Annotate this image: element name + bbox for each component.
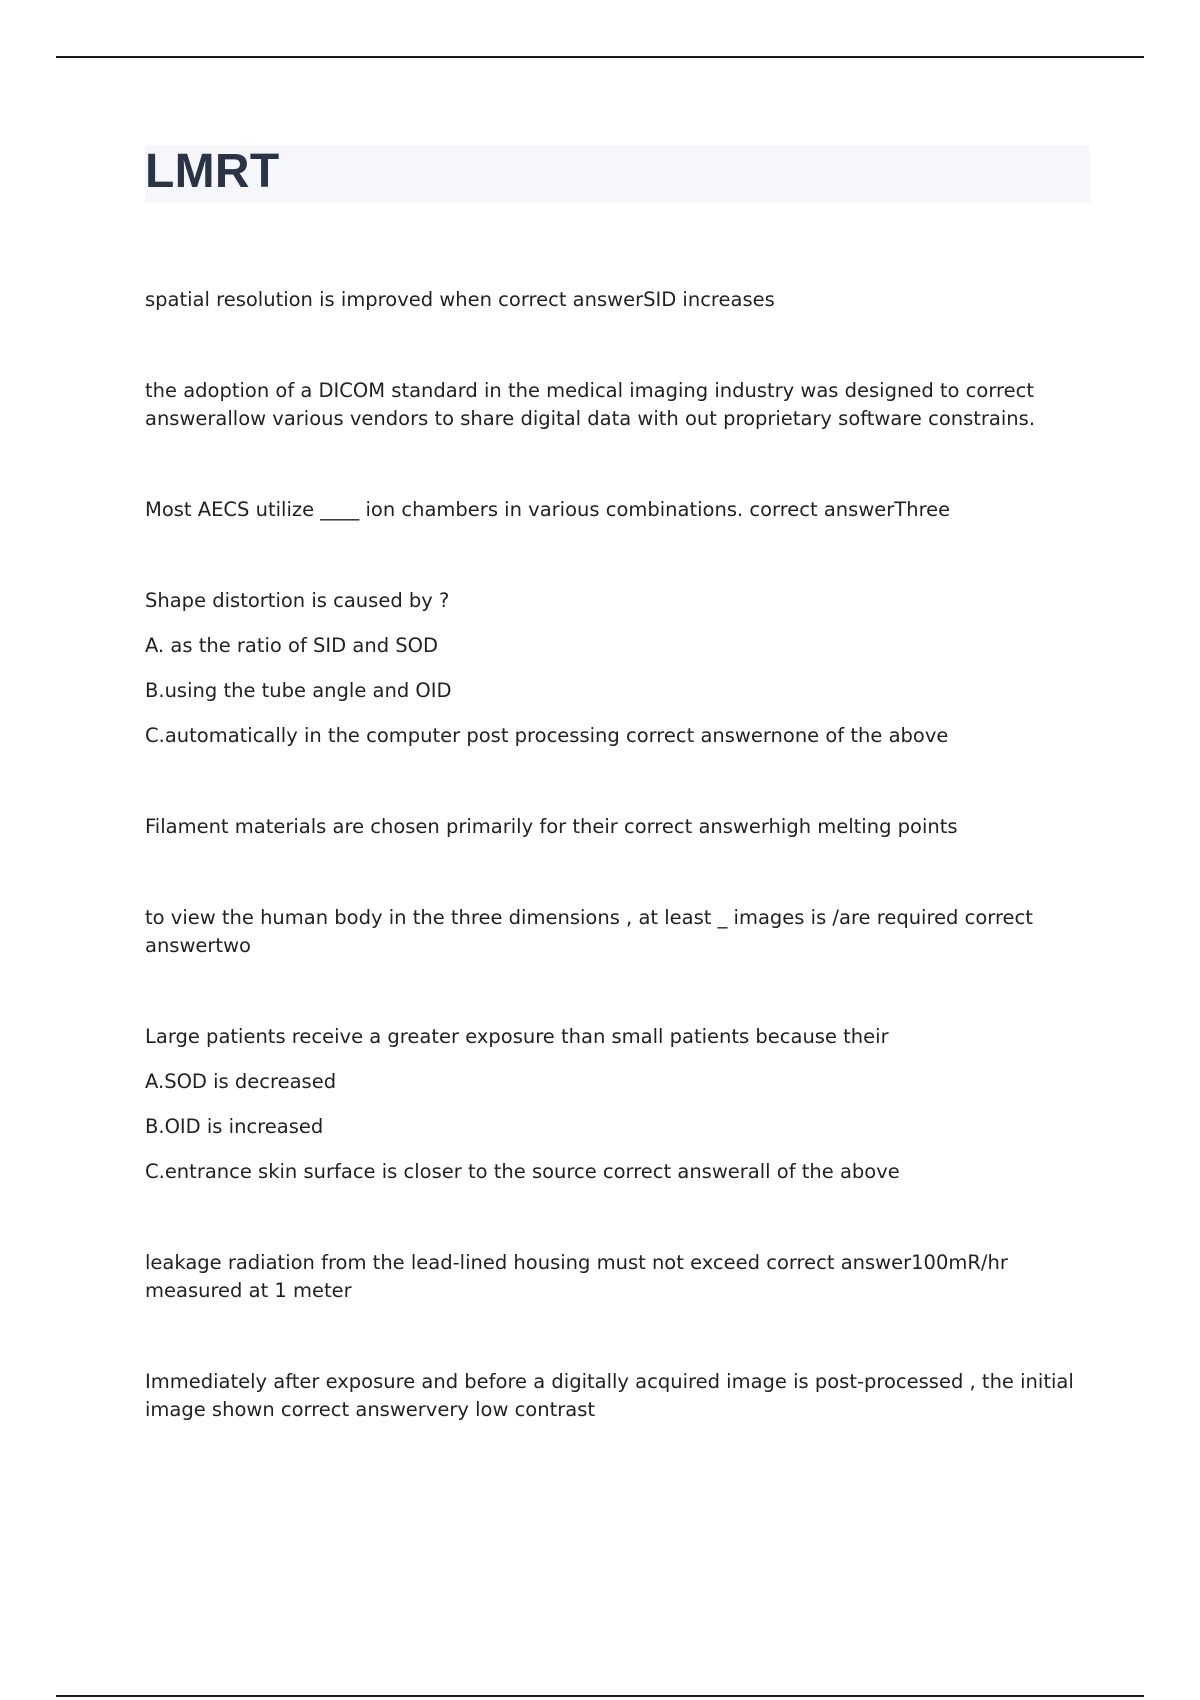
qa-option: A.SOD is decreased (145, 1070, 337, 1093)
qa-line: leakage radiation from the lead-lined housing must not exceed correct answer100mR/hr measured at 1 meter (145, 1251, 1008, 1302)
question-list (145, 286, 1090, 1487)
title-band (145, 145, 1090, 203)
qa-item (145, 1368, 1090, 1424)
qa-line: Most AECS utilize ____ ion chambers in various combinations. correct answerThree (145, 498, 951, 521)
qa-question: Shape distortion is caused by ? (145, 589, 450, 612)
qa-option: B.OID is increased (145, 1115, 324, 1138)
qa-option: C.automatically in the computer post processing correct answernone of the above (145, 724, 949, 747)
document-title: LMRT (145, 145, 280, 198)
qa-item (145, 496, 1090, 524)
qa-item (145, 587, 1090, 750)
qa-item (145, 1023, 1090, 1186)
qa-item (145, 377, 1090, 433)
qa-item (145, 1249, 1090, 1305)
qa-item (145, 813, 1090, 841)
qa-item (145, 904, 1090, 960)
qa-option: A. as the ratio of SID and SOD (145, 634, 439, 657)
qa-line: Filament materials are chosen primarily for their correct answerhigh melting points (145, 815, 958, 838)
qa-line: to view the human body in the three dimensions , at least _ images is /are required correct answertwo (145, 906, 1033, 957)
qa-option: B.using the tube angle and OID (145, 679, 452, 702)
bottom-rule (56, 1695, 1144, 1697)
qa-question: Large patients receive a greater exposure than small patients because their (145, 1025, 889, 1048)
qa-option: C.entrance skin surface is closer to the source correct answerall of the above (145, 1160, 900, 1183)
qa-line: Immediately after exposure and before a digitally acquired image is post-processed , the initial image shown correct answervery low contrast (145, 1370, 1074, 1421)
qa-line: the adoption of a DICOM standard in the medical imaging industry was designed to correct answerallow various vendors to share digital data with out proprietary software constrains. (145, 379, 1036, 430)
qa-item (145, 286, 1090, 314)
top-rule (56, 56, 1144, 58)
qa-line: spatial resolution is improved when correct answerSID increases (145, 288, 775, 311)
